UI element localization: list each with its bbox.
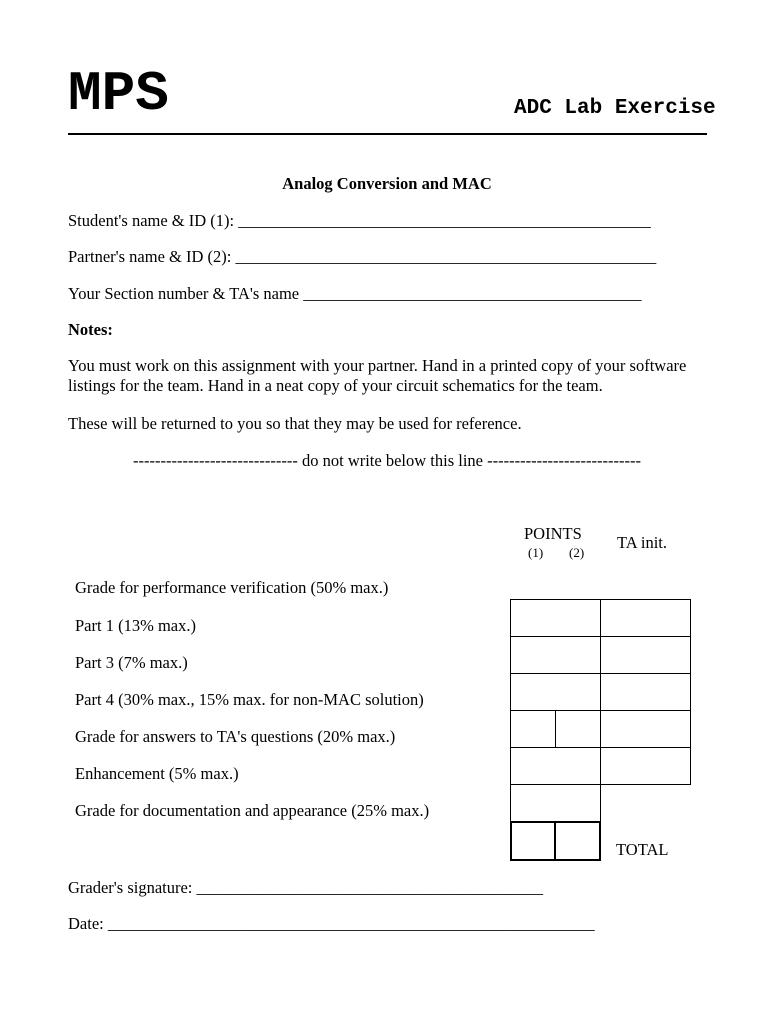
- student-name-field: Student's name & ID (1): __________________________________________________: [68, 211, 651, 230]
- mps-logo: MPS: [68, 62, 169, 126]
- grade-row-label: Grade for documentation and appearance (25% max.): [75, 801, 430, 820]
- points-cell: [511, 637, 601, 674]
- notes-heading: Notes:: [68, 320, 113, 339]
- notes-return-paragraph: These will be returned to you so that they may be used for reference.: [68, 414, 522, 433]
- ta-cell: [601, 748, 691, 785]
- total-cell-1: [511, 822, 555, 860]
- points-column-1-label: (1): [528, 545, 544, 560]
- points-cell: [511, 785, 601, 822]
- date-field: Date: ___________________________________________________________: [68, 914, 595, 933]
- notes-paragraph: You must work on this assignment with your partner. Hand in a printed copy of your software listings for the team. Hand in a neat copy of your circuit schematics for the team.: [68, 356, 687, 395]
- grade-row-label: Part 3 (7% max.): [75, 653, 188, 672]
- points-cell-2: [556, 711, 601, 748]
- grade-row-label: Grade for performance verification (50% max.): [75, 578, 389, 597]
- ta-initials-header: TA init.: [617, 533, 668, 552]
- points-cell: [511, 748, 601, 785]
- partner-name-field: Partner's name & ID (2): ___________________________________________________: [68, 247, 657, 266]
- grade-row-label: Grade for answers to TA's questions (20% max.): [75, 727, 396, 746]
- exercise-title: ADC Lab Exercise: [514, 97, 716, 120]
- grade-row-label: Part 1 (13% max.): [75, 616, 196, 635]
- points-cell: [511, 600, 601, 637]
- do-not-write-divider: ------------------------------ do not write below this line ----------------------------: [133, 451, 641, 470]
- ta-cell: [601, 674, 691, 711]
- points-column-2-label: (2): [569, 545, 585, 560]
- total-cell-2: [555, 822, 600, 860]
- points-cell: [511, 674, 601, 711]
- form-title: Analog Conversion and MAC: [282, 174, 492, 193]
- points-cell-1: [511, 711, 556, 748]
- ta-cell: [601, 711, 691, 748]
- grader-signature-field: Grader's signature: __________________________________________: [68, 878, 544, 897]
- section-ta-field: Your Section number & TA's name _________________________________________: [68, 284, 642, 303]
- ta-cell: [601, 637, 691, 674]
- grade-row-label: Part 4 (30% max., 15% max. for non-MAC solution): [75, 690, 424, 709]
- ta-cell: [601, 600, 691, 637]
- grade-row-label: Enhancement (5% max.): [75, 764, 239, 783]
- total-label: TOTAL: [616, 840, 669, 859]
- points-header: POINTS: [524, 524, 582, 543]
